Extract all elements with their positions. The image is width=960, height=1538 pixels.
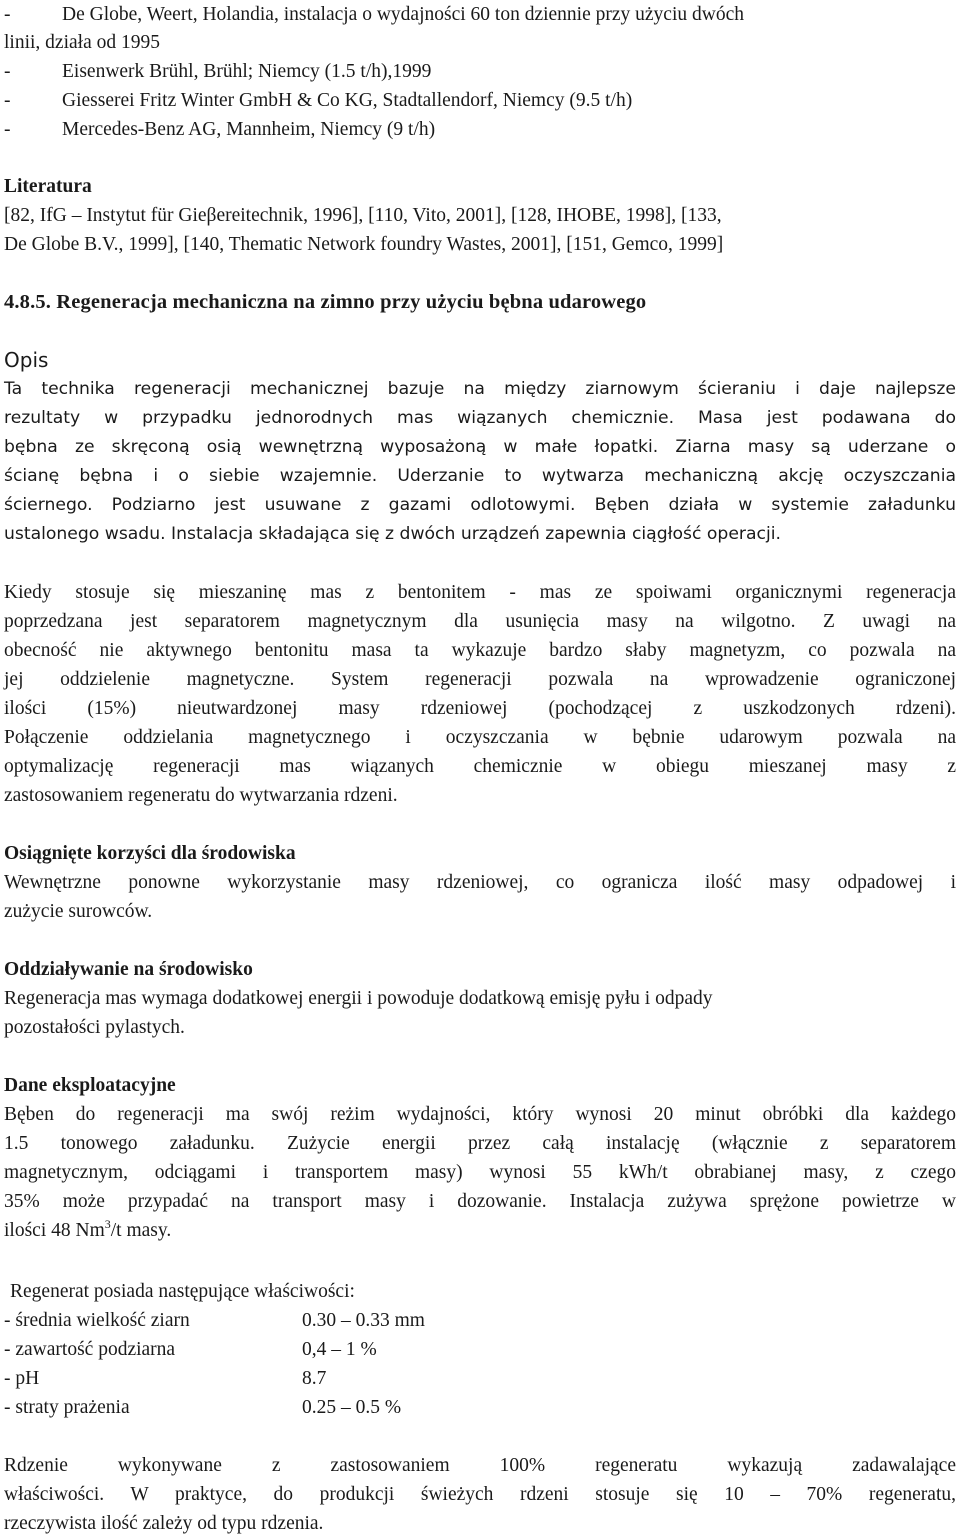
property-name: - pH bbox=[4, 1368, 40, 1389]
paragraph-line: 1.5 tonowego załadunku. Zużycie energii przez całą instalację (włącznie z separatorem bbox=[4, 1133, 956, 1154]
paragraph-line: Bęben do regeneracji ma swój reżim wydajności, który wynosi 20 minut obróbki dla każdego bbox=[4, 1104, 956, 1125]
paragraph-line: ścianę bębna i o siebie wzajemnie. Uderzanie to wytwarza mechaniczną akcję oczyszczania bbox=[4, 466, 956, 486]
paragraph-line: bębna ze skręconą osią wewnętrzną wyposażoną w małe łopatki. Ziarna masy są uderzane o bbox=[4, 437, 956, 457]
properties-intro: Regenerat posiada następujące właściwości: bbox=[10, 1281, 355, 1302]
oddzialywanie-heading: Oddziaływanie na środowisko bbox=[4, 959, 253, 980]
literatura-heading: Literatura bbox=[4, 176, 92, 197]
property-name: - zawartość podziarna bbox=[4, 1339, 176, 1360]
paragraph-line: rzeczywista ilość zależy od typu rdzenia. bbox=[4, 1513, 324, 1534]
section-title: 4.8.5. Regeneracja mechaniczna na zimno przy użyciu bębna udarowego bbox=[4, 291, 647, 313]
literatura-line: [82, IfG – Instytut für Gieβereitechnik, 1996], [110, Vito, 2001], [128, IHOBE, 1998], [133, bbox=[4, 205, 722, 226]
paragraph-line: zużycie surowców. bbox=[4, 901, 153, 922]
paragraph-line: optymalizację regeneracji mas wiązanych chemicznie w obiegu mieszanej masy z bbox=[4, 756, 956, 777]
paragraph-line: rezultaty w przypadku jednorodnych mas wiązanych chemicznie. Masa jest podawana do bbox=[4, 408, 956, 428]
paragraph-line: Połączenie oddzielania magnetycznego i oczyszczania w bębnie udarowym pozwala na bbox=[4, 727, 956, 748]
property-name: - straty prażenia bbox=[4, 1397, 130, 1418]
property-value: 0.30 – 0.33 mm bbox=[302, 1310, 425, 1331]
property-value: 8.7 bbox=[302, 1368, 327, 1389]
paragraph-line: jej oddzielenie magnetyczne. System regeneracji pozwala na wprowadzenie ograniczonej bbox=[4, 669, 956, 690]
opis-heading: Opis bbox=[4, 348, 49, 372]
paragraph-line: poprzedzana jest separatorem magnetycznym dla usunięcia masy na wilgotno. Z uwagi na bbox=[4, 611, 956, 632]
paragraph-line: ilości 48 Nm$^3$/t masy. bbox=[4, 1217, 172, 1241]
property-row bbox=[4, 1393, 402, 1422]
superscript: 3 bbox=[104, 1217, 111, 1231]
paragraph-line: Ta technika regeneracji mechanicznej bazuje na między ziarnowym ścieraniu i daje najlepsze bbox=[4, 379, 956, 399]
paragraph-line: zastosowaniem regeneratu do wytwarzania rdzeni. bbox=[4, 785, 398, 806]
paragraph-line: właściwości. W praktyce, do produkcji świeżych rdzeni stosuje się 10 – 70% regeneratu, bbox=[4, 1484, 956, 1505]
property-row bbox=[4, 1364, 327, 1393]
paragraph-line: magnetycznym, odciągami i transportem masy) wynosi 55 kWh/t obrabianej masy, z czego bbox=[4, 1162, 956, 1183]
list-item: - Eisenwerk Brühl, Brühl; Niemcy (1.5 t/h),1999 bbox=[4, 61, 432, 82]
paragraph-line: Wewnętrzne ponowne wykorzystanie masy rdzeniowej, co ogranicza ilość masy odpadowej i bbox=[4, 872, 956, 893]
dane-heading: Dane eksploatacyjne bbox=[4, 1075, 176, 1096]
property-row bbox=[4, 1335, 377, 1364]
paragraph-line: pozostałości pylastych. bbox=[4, 1017, 185, 1038]
paragraph-line: obecność nie aktywnego bentonitu masa ta wykazuje bardzo słaby magnetyzm, co pozwala na bbox=[4, 640, 956, 661]
literatura-line: De Globe B.V., 1999], [140, Thematic Network foundry Wastes, 2001], [151, Gemco, 1999] bbox=[4, 234, 724, 255]
paragraph-line: ściernego. Podziarno jest usuwane z gazami odlotowymi. Bęben działa w systemie załadunku bbox=[4, 495, 956, 515]
list-item: - Giesserei Fritz Winter GmbH & Co KG, Stadtallendorf, Niemcy (9.5 t/h) bbox=[4, 90, 633, 111]
property-name: - średnia wielkość ziarn bbox=[4, 1310, 190, 1331]
paragraph-line: ilości (15%) nieutwardzonej masy rdzeniowej (pochodzącej z uszkodzonych rdzeni). bbox=[4, 698, 956, 719]
korzysci-heading: Osiągnięte korzyści dla środowiska bbox=[4, 843, 296, 864]
property-row bbox=[4, 1306, 425, 1335]
paragraph-line: ustalonego wsadu. Instalacja składająca się z dwóch urządzeń zapewnia ciągłość operacji. bbox=[4, 524, 781, 544]
property-value: 0,4 – 1 % bbox=[302, 1339, 377, 1360]
paragraph-line: Kiedy stosuje się mieszaninę mas z bentonitem - mas ze spoiwami organicznymi regeneracja bbox=[4, 582, 956, 603]
list-item: - Mercedes-Benz AG, Mannheim, Niemcy (9 t/h) bbox=[4, 119, 436, 140]
list-item-continuation: linii, działa od 1995 bbox=[4, 32, 160, 53]
paragraph-line: 35% może przypadać na transport masy i dozowanie. Instalacja zużywa sprężone powietrze w bbox=[4, 1191, 956, 1212]
paragraph-line: Regeneracja mas wymaga dodatkowej energii i powoduje dodatkową emisję pyłu i odpady bbox=[4, 988, 713, 1009]
property-value: 0.25 – 0.5 % bbox=[302, 1397, 402, 1418]
paragraph-line: Rdzenie wykonywane z zastosowaniem 100% regeneratu wykazują zadawalające bbox=[4, 1455, 956, 1476]
list-item: - De Globe, Weert, Holandia, instalacja o wydajności 60 ton dziennie przy użyciu dwóch bbox=[4, 4, 744, 25]
